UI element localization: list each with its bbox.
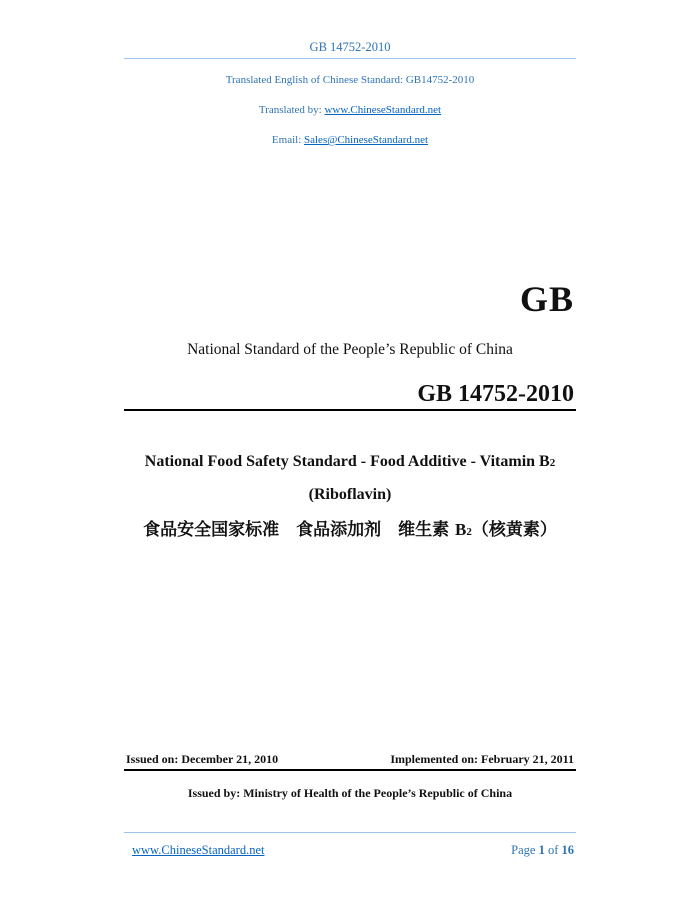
chinese-title-subscript: 2 [466,526,472,538]
chinese-title-part2: （核黄素） [471,520,557,540]
email-label: Email: [271,134,304,146]
page-total: 16 [561,843,574,857]
translated-by-label: Translated by: [258,104,325,116]
dates-divider [124,769,576,771]
standard-number: GB 14752-2010 [417,381,574,407]
page-indicator [511,843,574,858]
page-current: 1 [538,843,545,857]
english-title-subscript: 2 [549,457,556,469]
header-divider [124,58,576,59]
chinese-title-part1: 食品安全国家标准 食品添加剂 维生素 [143,520,456,540]
english-title-main: National Food Safety Standard - Food Additive - Vitamin B [144,453,550,470]
translated-english-line: Translated English of Chinese Standard: GB14752-2010 [225,74,475,86]
implemented-on-date: Implemented on: February 21, 2011 [390,752,574,766]
english-title-riboflavin: (Riboflavin) [308,486,392,503]
chinese-title [0,515,700,540]
footer-website-link[interactable]: www.ChineseStandard.net [132,843,265,857]
header-standard-code: GB 14752-2010 [309,40,391,54]
issued-by-line: Issued by: Ministry of Health of the People’s Republic of China [187,786,513,800]
translator-website-link[interactable]: www.ChineseStandard.net [324,104,442,116]
national-standard-heading: National Standard of the People’s Republic of China [187,341,513,358]
footer-divider [124,832,576,833]
translated-by-line [0,104,700,116]
chinese-title-b: B [455,520,467,539]
issued-on-date: Issued on: December 21, 2010 [126,752,279,766]
page-label: Page [511,843,536,857]
email-link[interactable]: Sales@ChineseStandard.net [304,134,429,146]
english-title [0,453,700,471]
email-line [0,134,700,146]
gb-mark: GB [519,279,574,319]
page-of: of [547,843,559,857]
standard-number-divider [124,409,576,411]
